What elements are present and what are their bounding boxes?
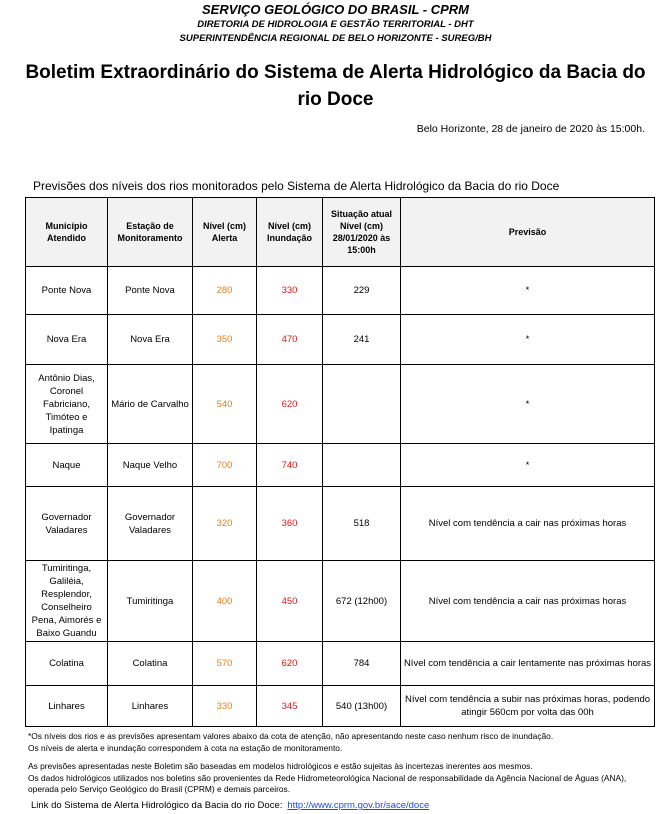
cell-estacao: Linhares <box>108 686 193 727</box>
header-alerta: Nível (cm) Alerta <box>193 198 257 267</box>
cell-municipio: Nova Era <box>26 315 108 365</box>
footnote-line: As previsões apresentadas neste Boletim são baseadas em modelos hidrológicos e estão sujeitas às incertezas inerentes aos mesmos. <box>28 761 533 771</box>
cell-inundacao: 330 <box>257 267 323 315</box>
cell-municipio: Governador Valadares <box>26 487 108 561</box>
table-caption: Previsões dos níveis dos rios monitorados pelo Sistema de Alerta Hidrológico da Bacia do rio Doce <box>33 179 560 193</box>
cell-situacao: 229 <box>323 267 401 315</box>
table-header-row <box>26 198 655 267</box>
cell-inundacao: 740 <box>257 444 323 487</box>
cell-inundacao: 470 <box>257 315 323 365</box>
footnote-line: Os níveis de alerta e inundação correspondem à cota na estação de monitoramento. <box>28 742 343 753</box>
cell-inundacao: 360 <box>257 487 323 561</box>
cell-municipio: Colatina <box>26 642 108 686</box>
footnote-line: operada pelo Serviço Geológico do Brasil (CPRM) e demais parceiros. <box>28 784 291 794</box>
cell-situacao: 784 <box>323 642 401 686</box>
cell-estacao: Colatina <box>108 642 193 686</box>
cell-previsao: * <box>401 315 655 365</box>
forecast-table <box>25 197 655 727</box>
cell-estacao: Tumiritinga <box>108 561 193 642</box>
cell-municipio: Antônio Dias, Coronel Fabriciano, Timóteo e Ipatinga <box>26 365 108 444</box>
header-situacao: Situação atual Nível (cm) 28/01/2020 às 15:00h <box>323 198 401 267</box>
directorate-name: DIRETORIA DE HIDROLOGIA E GESTÃO TERRITORIAL - DHT <box>197 19 474 30</box>
superintendency-name: SUPERINTENDÊNCIA REGIONAL DE BELO HORIZONTE - SUREG/BH <box>179 33 492 44</box>
table-row <box>26 561 655 642</box>
cell-municipio: Ponte Nova <box>26 267 108 315</box>
cell-situacao <box>323 444 401 487</box>
cell-situacao: 518 <box>323 487 401 561</box>
header-estacao: Estação de Monitoramento <box>108 198 193 267</box>
table-row <box>26 686 655 727</box>
link-label: Link do Sistema de Alerta Hidrológico da Bacia do rio Doce: <box>31 800 283 811</box>
cell-alerta: 540 <box>193 365 257 444</box>
cell-estacao: Nova Era <box>108 315 193 365</box>
table-row <box>26 642 655 686</box>
table-row <box>26 315 655 365</box>
header-inundacao: Nível (cm) Inundação <box>257 198 323 267</box>
cell-municipio: Linhares <box>26 686 108 727</box>
cell-previsao: Nível com tendência a cair nas próximas horas <box>401 487 655 561</box>
table-row <box>26 487 655 561</box>
cell-previsao: Nível com tendência a subir nas próximas horas, podendo atingir 560cm por volta das 00h <box>401 686 655 727</box>
cell-previsao: * <box>401 267 655 315</box>
cell-municipio: Naque <box>26 444 108 487</box>
cell-situacao: 540 (13h00) <box>323 686 401 727</box>
cell-alerta: 700 <box>193 444 257 487</box>
cell-inundacao: 345 <box>257 686 323 727</box>
cell-municipio: Tumiritinga, Galiléia, Resplendor, Conselheiro Pena, Aimorés e Baixo Guandu <box>26 561 108 642</box>
cell-previsao: * <box>401 365 655 444</box>
cell-situacao: 672 (12h00) <box>323 561 401 642</box>
footnote-line: *Os níveis dos rios e as previsões apresentam valores abaixo da cota de atenção, não apresentando neste caso nenhum risco de inundação. <box>28 731 554 741</box>
header-previsao: Previsão <box>401 198 655 267</box>
table-row <box>26 444 655 487</box>
footnote-line: Os dados hidrológicos utilizados nos boletins são provenientes da Rede Hidrometeorológica Nacional de responsabilidade da Agência Nacional de Águas (ANA), <box>28 772 627 783</box>
table-row <box>26 267 655 315</box>
cell-previsao: * <box>401 444 655 487</box>
org-name: SERVIÇO GEOLÓGICO DO BRASIL - CPRM <box>201 2 469 17</box>
cell-alerta: 400 <box>193 561 257 642</box>
cell-alerta: 320 <box>193 487 257 561</box>
footnotes <box>28 731 626 796</box>
table-row <box>26 365 655 444</box>
cell-inundacao: 620 <box>257 365 323 444</box>
cell-alerta: 330 <box>193 686 257 727</box>
sace-doce-link[interactable]: http://www.cprm.gov.br/sace/doce <box>287 800 430 811</box>
cell-alerta: 280 <box>193 267 257 315</box>
cell-alerta: 350 <box>193 315 257 365</box>
cell-situacao: 241 <box>323 315 401 365</box>
cell-estacao: Naque Velho <box>108 444 193 487</box>
cell-previsao: Nível com tendência a cair nas próximas horas <box>401 561 655 642</box>
cell-estacao: Ponte Nova <box>108 267 193 315</box>
cell-alerta: 570 <box>193 642 257 686</box>
cell-inundacao: 450 <box>257 561 323 642</box>
header-municipio: Município Atendido <box>26 198 108 267</box>
cell-inundacao: 620 <box>257 642 323 686</box>
cell-estacao: Governador Valadares <box>108 487 193 561</box>
bulletin-dateline: Belo Horizonte, 28 de janeiro de 2020 às 15:00h. <box>416 123 645 135</box>
link-line <box>31 800 429 811</box>
bulletin-title: Boletim Extraordinário do Sistema de Alerta Hidrológico da Bacia do rio Doce <box>25 62 646 110</box>
cell-estacao: Mário de Carvalho <box>108 365 193 444</box>
cell-situacao <box>323 365 401 444</box>
cell-previsao: Nível com tendência a cair lentamente nas próximas horas <box>401 642 655 686</box>
